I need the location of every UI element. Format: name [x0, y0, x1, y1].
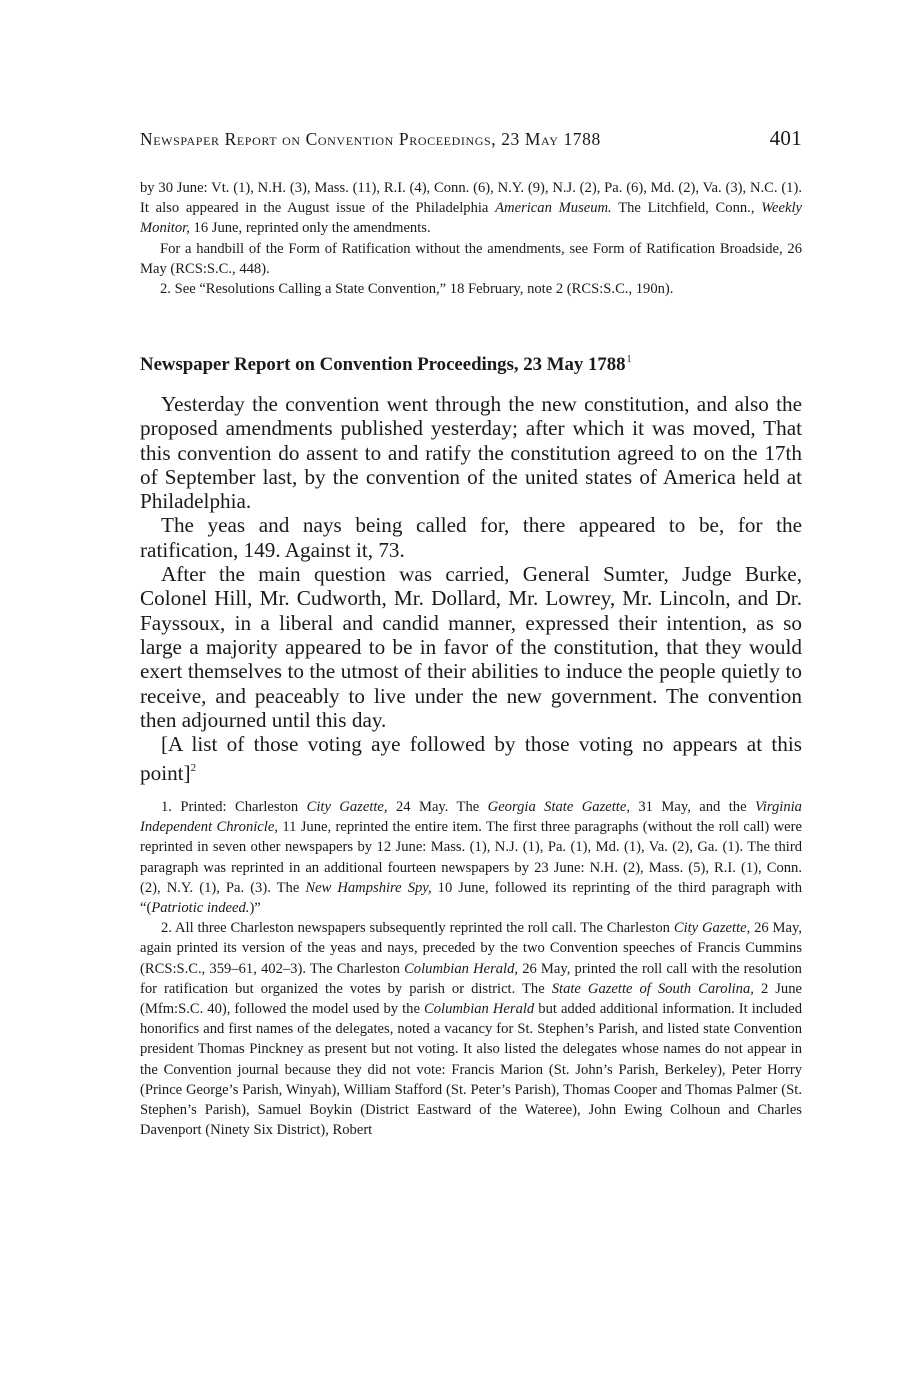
body-paragraph: Yesterday the convention went through the new constitution, and also the proposed amendments published yesterday; after which it was moved, That this convention do assent to and ratify the constitution agreed to on the 17th of September last, by the convention of the united states of America held at Philadelphia. [140, 392, 802, 514]
running-head [140, 126, 802, 155]
note-marker: 2 [190, 762, 197, 775]
footnote-2: 2. All three Charleston newspapers subsequently reprinted the roll call. The Charleston City Gazette, 26 May, again printed its version of the yeas and nays, preceded by the two Convention speeches of Francis Cummins (RCS:S.C., 359–61, 402–3). The Charleston Columbian Herald, 26 May, printed the roll call with the resolution for ratification but organized the votes by parish or district. The State Gazette of South Carolina, 2 June (Mfm:S.C. 40), followed the model used by the Columbian Herald but added additional information. It included honorifics and first names of the delegates, noted a vacancy for St. Stephen’s Parish, and listed state Convention president Thomas Pinckney as present but not voting. It also listed the delegates whose names do not appear in the Convention journal because they did not vote: Francis Marion (St. John’s Parish, Berkeley), Peter Horry (Prince George’s Parish, Winyah), William Stafford (St. Peter’s Parish), Thomas Cooper and Thomas Palmer (St. Stephen’s Parish), Samuel Boykin (District Eastward of the Wateree), John Ewing Colhoun and Charles Davenport (Ninety Six District), Robert [140, 920, 803, 1139]
footnote-1: 1. Printed: Charleston City Gazette, 24 May. The Georgia State Gazette, 31 May, and the Virginia Independent Chronicle, 11 June, reprinted the entire item. The first three paragraphs (without the roll call) were reprinted in seven other newspapers by 12 June: Mass. (1), N.J. (1), Pa. (1), Md. (1), Va. (2), Ga. (1). The third paragraph was reprinted in an additional fourteen newspapers by 23 June: N.H. (2), Mass. (5), R.I. (1), Conn. (2), N.Y. (1), Pa. (3). The New Hampshire Spy, 10 June, followed its reprinting of the third paragraph with “(Patriotic indeed.)” [140, 799, 802, 917]
article-body [140, 392, 802, 786]
handbill-note: For a handbill of the Form of Ratification without the amendments, see Form of Ratification Broadside, 26 May (RCS:S.C., 448). [140, 240, 802, 277]
body-paragraph: The yeas and nays being called for, there appeared to be, for the ratification, 149. Against it, 73. [140, 513, 802, 562]
running-head-title: Newspaper Report on Convention Proceedings, 23 May 1788 [140, 129, 601, 149]
body-paragraph-editorial: [A list of those voting aye followed by those voting no appears at this point]$^2$ [140, 732, 802, 786]
body-paragraph: After the main question was carried, General Sumter, Judge Burke, Colonel Hill, Mr. Cudworth, Mr. Dollard, Mr. Lowrey, Mr. Lincoln, and Dr. Fayssoux, in a liberal and candid manner, expressed their intention, as so large a majority appeared to be in favor of the constitution, that they would exert themselves to the utmost of their abilities to induce the people quietly to receive, and peaceably to live under the new government. The convention then adjourned until this day. [140, 562, 802, 732]
continued-note-text: by 30 June: Vt. (1), N.H. (3), Mass. (11), R.I. (4), Conn. (6), N.Y. (9), N.J. (2), Pa. (6), Md. (2), Va. (3), N.C. (1). It also appeared in the August issue of the Philadelphia American Museum. The Litchfield, Conn., Weekly Monitor, 16 June, reprinted only the amendments. [140, 180, 802, 237]
article-title: Newspaper Report on Convention Proceedings, 23 May 1788$^1$ [140, 354, 632, 375]
note-2: 2. See “Resolutions Calling a State Convention,” 18 February, note 2 (RCS:S.C., 190n). [160, 281, 674, 298]
title-note-marker: 1 [626, 354, 632, 365]
continued-footnotes [140, 178, 802, 299]
footnotes [140, 797, 802, 1140]
page-number: 401 [769, 126, 802, 150]
